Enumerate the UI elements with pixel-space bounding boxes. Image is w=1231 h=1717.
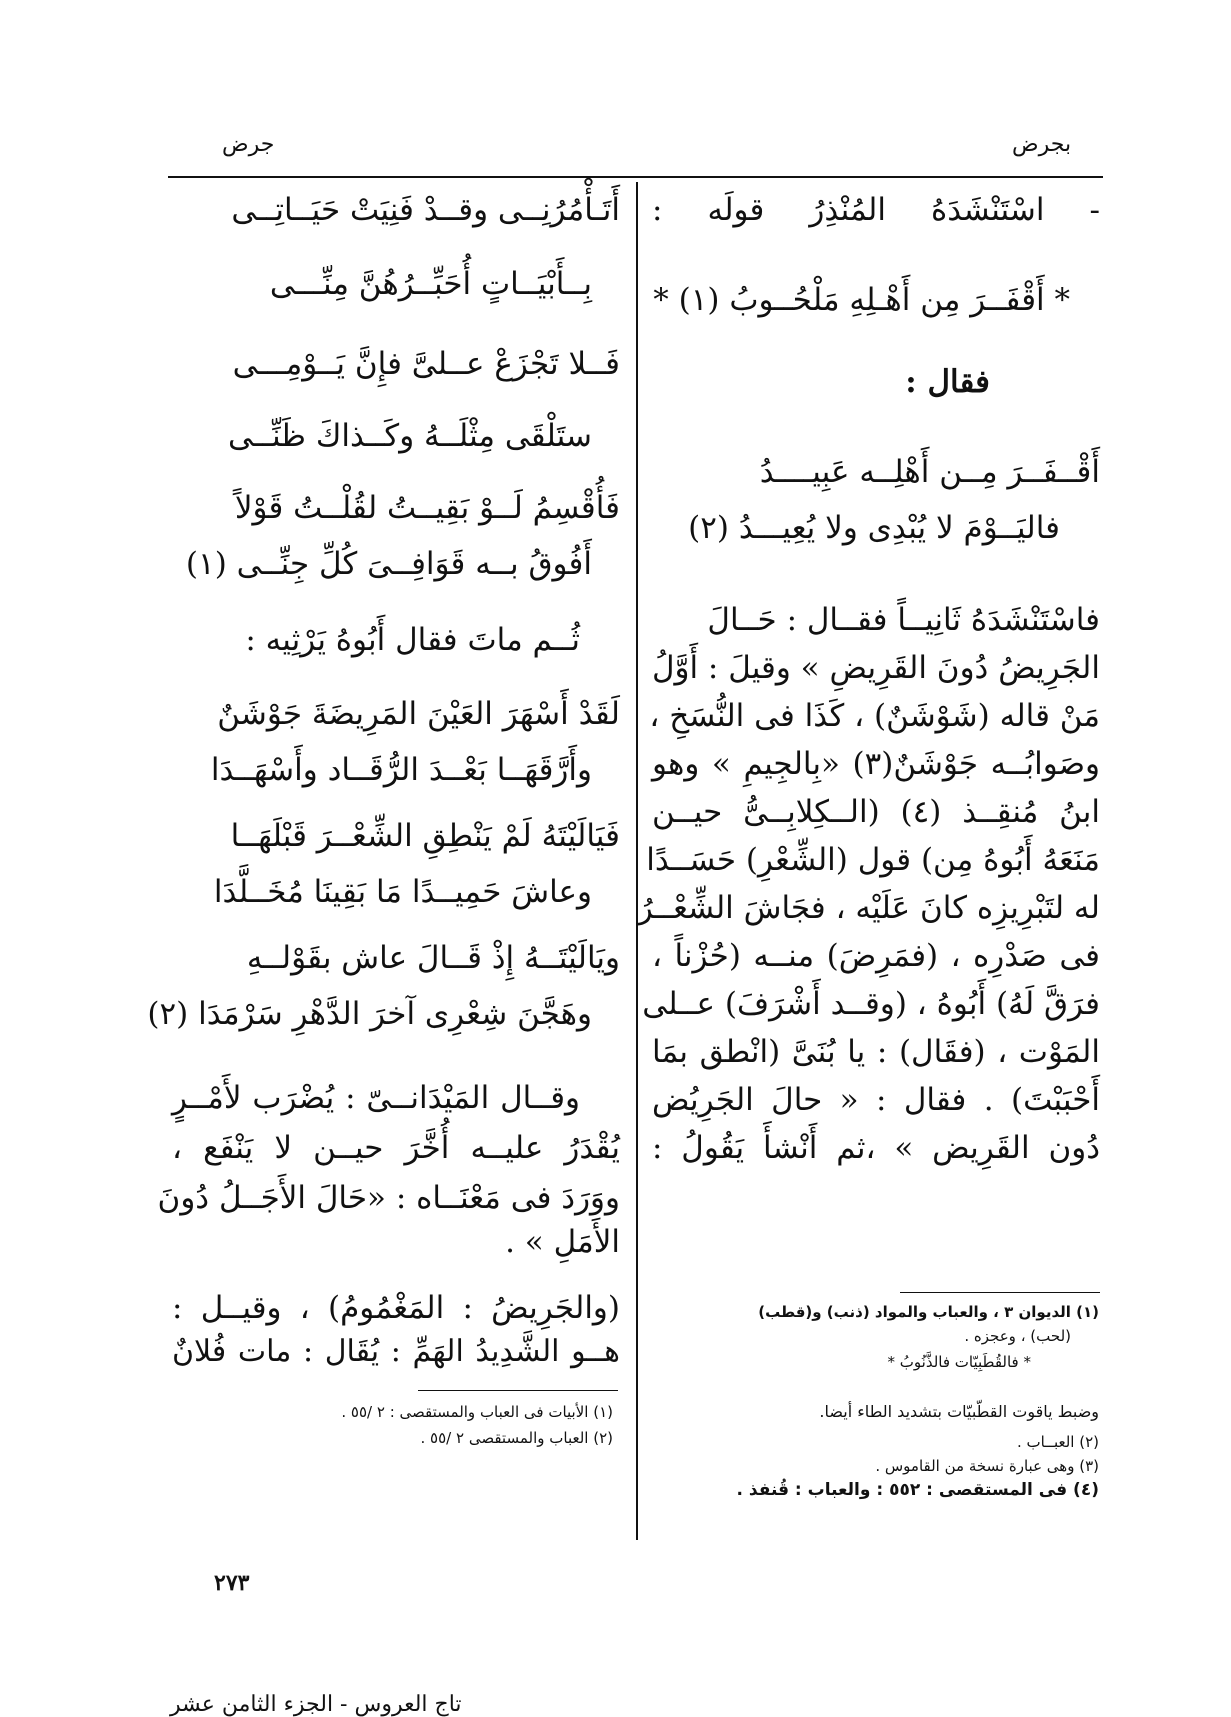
verse-line: فَأُقْسِمُ لَــوْ بَقِيــتُ لقُلْــتُ قَوْلاً [234,490,620,526]
verse-line: وأَرَّقَهَــا بَعْــدَ الرُّقَــاد وأَسْهَــدَا [210,752,592,788]
footnote-line: (٢) العبــاب . [1016,1433,1099,1451]
verse-line: بِــأَبْيَــاتٍ أُحَبِّــرُهُنَّ مِنِّـــى [269,266,592,302]
verse-line: ويَالَيْتَــهُ إِذْ قَــالَ عاش بقَوْلــهِ [246,940,620,976]
verse-line: * أَقْفَــرَ مِن أَهْـلِهِ مَلْحُــوبُ (١) * [653,282,1070,318]
text-line: فى صَدْرِه ، (فمَرِضَ) منــه (حُزْناً ، [652,938,1100,974]
text-line: ابنُ مُنقِــذ (٤) (الــكِلابِــىُّ حيــن [652,794,1100,830]
footnote-rule-left [418,1390,618,1391]
text-line: أَحْبَبْتَ) . فقال : « حالَ الجَرِيُض [652,1082,1100,1118]
text-line: المَوْت ، (فقَال) : يا بُنَىَّ (انْطق بمَا [652,1034,1100,1070]
header-rule [168,176,1103,178]
left-column [147,190,620,1369]
text-line: الأَمَلِ » . [505,1224,620,1260]
text-line: فقال : [905,364,990,400]
verse-line: أَتَـأْمُرُنِــى وقــدْ فَنِيَتْ حَيَــاتِــى [231,192,620,228]
verse-line: فَيَالَيْتَهُ لَمْ يَنْطِقِ الشِّعْــرَ قَبْلَهَــا [230,818,620,854]
text-line: - اسْتَنْشَدَهُ المُنْذِرُ قولَه : [652,192,1100,228]
text-line: مَنَعَهُ أَبُوهُ مِن) قول (الشِّعْرِ) حَسَــدًا [646,842,1100,878]
footnote-line: (٣) وهى عبارة نسخة من القاموس . [875,1457,1099,1475]
verse-line: فاليَــوْمَ لا يُبْدِى ولا يُعِيـــدُ (٢) [688,510,1060,546]
footnote-line: * فالقُطَبِيّات فالذَّنُوبُ * [887,1353,1031,1371]
text-line: فرَقَّ لَهُ) أَبُوهُ ، (وقــد أَشْرَفَ) عــلى [642,986,1100,1022]
text-line: فاسْتَنْشَدَهُ ثَانِيــاً فقــال : حَــالَ [707,602,1100,638]
running-head-right: بجرض [1012,132,1072,157]
text-line: ثُــم ماتَ فقال أَبُوهُ يَرْثِيه : [245,622,580,658]
text-line: وقــال المَيْدَانــىّ : يُضْرَب لأَمْــرٍ [172,1080,580,1116]
text-line: ووَرَدَ فى مَعْنَــاه : «حَالَ الأَجَــلُ دُونَ [157,1180,620,1216]
right-column [637,190,1100,1200]
text-line: وصَوابُــه جَوْشَنٌ(٣) «بِالجِيمِ » وهو [652,746,1100,782]
footnote-line: (٢) العباب والمستقصى ٢ /٥٥ . [420,1429,613,1447]
verse-line: وعاشَ حَمِيــدًا مَا بَقِينَا مُخَــلَّدَا [213,874,592,910]
verse-line: وهَجَّنَ شِعْرِى آخرَ الدَّهْرِ سَرْمَدَا (٢) [147,996,592,1032]
text-line: يُقْدَرُ عليــه أُخَّرَ حيــن لا يَنْفَع ، [172,1130,620,1166]
page-number: ٢٧٣ [214,1570,250,1596]
text-line: دُون القَرِيض » ،ثم أَنْشأَ يَقُولُ : [652,1130,1100,1166]
text-line: مَنْ قاله (شَوْشَنٌ) ، كَذَا فى النُّسَخِ ، [649,698,1100,734]
bottom-cut-line: تاج العروس - الجزء الثامن عشر [170,1692,462,1717]
text-line: هــو الشَّدِيدُ الهَمِّ : يُقَال : مات فُلانٌ [172,1334,620,1369]
text-line: له لتَبْرِيزِه كانَ عَلَيْه ، فجَاشَ الشِّعْــرُ [637,890,1100,926]
verse-line: لَقَدْ أَسْهَرَ العَيْنَ المَرِيضَةَ جَوْشَنٌ [217,696,620,732]
verse-line: ستَلْقَى مِثْلَــهُ وكَــذاكَ ظَنِّــى [227,418,592,454]
verse-line: أَقْــفَــرَ مِــن أَهْلِــه عَبِيــــدُ [759,454,1100,490]
footnote-line: وضبط ياقوت القطّبيّات بتشديد الطاء أيضا. [819,1402,1099,1421]
verse-line: فَــلا تَجْزَعْ عــلىَّ فإِنَّ يَــوْمِـــى [232,346,620,382]
text-line: (والجَرِيضُ : المَغْمُومُ) ، وقيــل : [172,1290,620,1326]
text-line: الجَرِيضُ دُونَ القَرِيضِ » وقيلَ : أَوَّلُ [651,650,1100,686]
running-head-left: جرض [222,132,275,157]
footnote-line: (٤) فى المستقصى : ٥٥٢ : والعباب : قُنفذ . [736,1480,1099,1500]
footnote-line: (١) الأبيات فى العباب والمستقصى : ٢ /٥٥ . [341,1403,613,1421]
footnote-line: (لحب) ، وعجزه . [964,1327,1071,1345]
footnote-rule-right [900,1292,1100,1293]
column-divider [636,182,638,1540]
verse-line: أَفُوقُ بــه قَوَافِــىَ كُلِّ جِنِّــى (١) [185,546,592,582]
footnote-line: (١) الديوان ٣ ، والعباب والمواد (ذنب) و(قطب) [758,1303,1099,1321]
